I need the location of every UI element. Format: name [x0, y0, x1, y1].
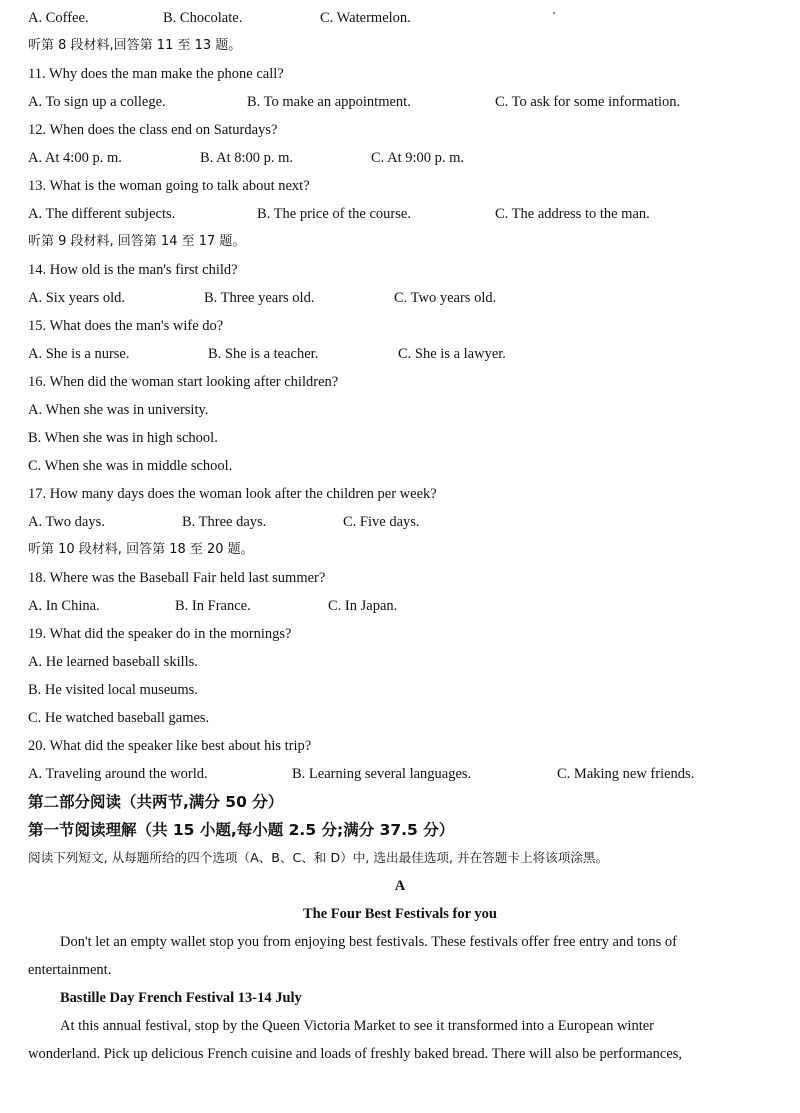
q15-question: 15. What does the man's wife do? [28, 318, 224, 334]
q17-option-b: B. Three days. [182, 514, 267, 530]
q20-option-c: C. Making new friends. [557, 766, 695, 782]
q13-question: 13. What is the woman going to talk about next? [28, 178, 310, 194]
passage-para2-line1: At this annual festival, stop by the Queen Victoria Market to see it transformed into a European winter [60, 1018, 655, 1034]
q14-option-a: A. Six years old. [28, 290, 126, 306]
q16-option-a: A. When she was in university. [28, 402, 209, 418]
q16-option-b: B. When she was in high school. [28, 430, 218, 446]
q11-option-c: C. To ask for some information. [495, 94, 681, 110]
q19-option-b: B. He visited local museums. [28, 682, 198, 698]
q17-option-c: C. Five days. [343, 514, 420, 530]
scan-dot [553, 12, 555, 14]
q14-question: 14. How old is the man's first child? [28, 262, 238, 278]
q17-option-a: A. Two days. [28, 514, 105, 530]
q11-question: 11. Why does the man make the phone call? [28, 66, 284, 82]
passage-subheading: Bastille Day French Festival 13-14 July [60, 990, 302, 1006]
q11-option-b: B. To make an appointment. [247, 94, 411, 110]
part9-header: 听第 9 段材料, 回答第 14 至 17 题。 [28, 234, 246, 249]
reading-instructions: 阅读下列短文, 从每题所给的四个选项（A、B、C、和 D）中, 选出最佳选项, 并在答题卡上将该项涂黑。 [28, 850, 609, 865]
q19-option-c: C. He watched baseball games. [28, 710, 210, 726]
q12-question: 12. When does the class end on Saturdays? [28, 122, 278, 138]
q11-option-a: A. To sign up a college. [28, 94, 166, 110]
passage-para2-line2: wonderland. Pick up delicious French cuisine and loads of freshly baked bread. There will also be performances, [28, 1046, 683, 1062]
passage-para1-line1: Don't let an empty wallet stop you from enjoying best festivals. These festivals offer free entry and tons of [60, 934, 677, 950]
q20-question: 20. What did the speaker like best about his trip? [28, 738, 312, 754]
q18-option-c: C. In Japan. [328, 598, 398, 614]
q18-option-b: B. In France. [175, 598, 251, 614]
q18-question: 18. Where was the Baseball Fair held last summer? [28, 570, 326, 586]
passage-letter: A [394, 878, 406, 894]
q13-option-a: A. The different subjects. [28, 206, 176, 222]
q10-option-a: A. Coffee. [28, 10, 89, 26]
q19-question: 19. What did the speaker do in the mornings? [28, 626, 292, 642]
q15-option-c: C. She is a lawyer. [398, 346, 506, 362]
q19-option-a: A. He learned baseball skills. [28, 654, 198, 670]
section2-title: 第二部分阅读（共两节,满分 50 分） [28, 793, 284, 811]
q14-option-c: C. Two years old. [394, 290, 497, 306]
q15-option-a: A. She is a nurse. [28, 346, 130, 362]
q12-option-b: B. At 8:00 p. m. [200, 150, 294, 166]
q18-option-a: A. In China. [28, 598, 100, 614]
q13-option-c: C. The address to the man. [495, 206, 650, 222]
q10-option-b: B. Chocolate. [163, 10, 243, 26]
part10-header: 听第 10 段材料, 回答第 18 至 20 题。 [28, 542, 254, 557]
section2-part1-title: 第一节阅读理解（共 15 小题,每小题 2.5 分;满分 37.5 分） [28, 821, 455, 839]
passage-para1-line2: entertainment. [28, 962, 112, 978]
q12-option-a: A. At 4:00 p. m. [28, 150, 122, 166]
q15-option-b: B. She is a teacher. [208, 346, 319, 362]
q16-question: 16. When did the woman start looking after children? [28, 374, 339, 390]
part8-header: 听第 8 段材料,回答第 11 至 13 题。 [28, 38, 242, 53]
q13-option-b: B. The price of the course. [257, 206, 411, 222]
q20-option-b: B. Learning several languages. [292, 766, 472, 782]
q17-question: 17. How many days does the woman look after the children per week? [28, 486, 437, 502]
q20-option-a: A. Traveling around the world. [28, 766, 208, 782]
q14-option-b: B. Three years old. [204, 290, 315, 306]
q10-option-c: C. Watermelon. [320, 10, 411, 26]
passage-title: The Four Best Festivals for you [302, 906, 497, 922]
q12-option-c: C. At 9:00 p. m. [371, 150, 465, 166]
q16-option-c: C. When she was in middle school. [28, 458, 233, 474]
